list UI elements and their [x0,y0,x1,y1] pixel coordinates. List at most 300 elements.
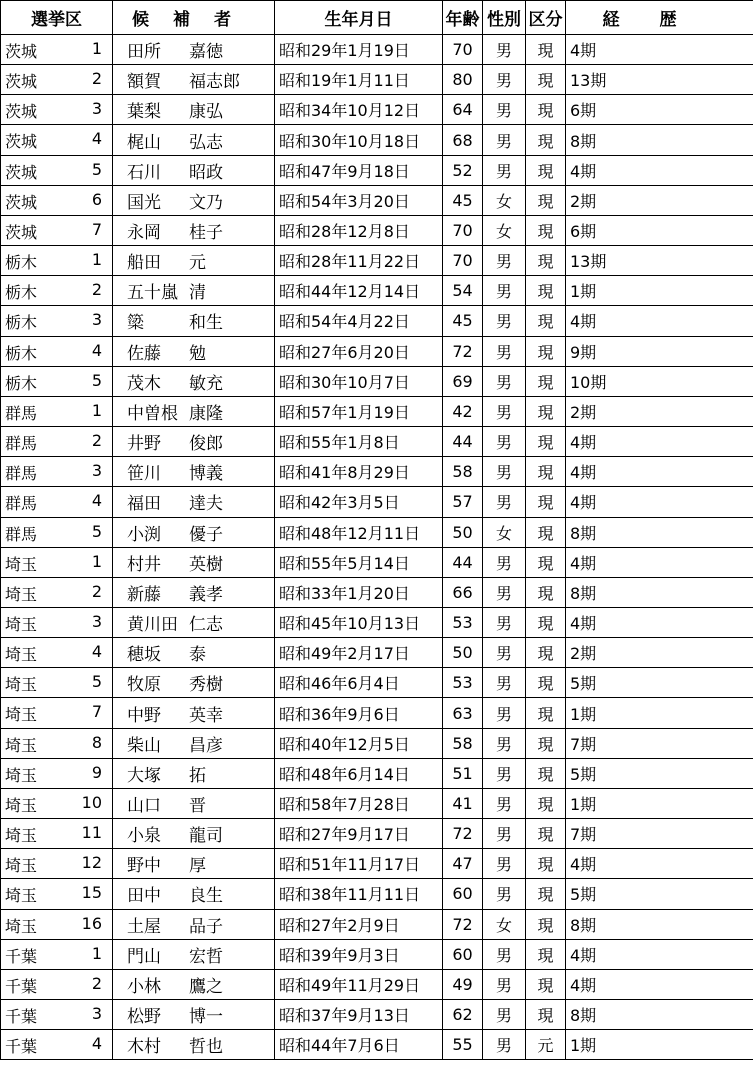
sex: 女 [483,215,526,245]
candidate-name [113,155,275,185]
age: 72 [443,336,483,366]
prefecture: 埼玉 [5,765,38,785]
family-name: 柴山 [127,735,161,756]
sex: 男 [483,487,526,517]
district-number: 3 [91,310,102,330]
prefecture: 茨城 [5,102,38,122]
header-district: 選挙区 [1,1,113,35]
history: 4期 [566,547,753,577]
sex: 男 [483,125,526,155]
prefecture: 埼玉 [5,584,38,604]
candidate-name [113,517,275,547]
given-name: 宏哲 [189,946,223,967]
district-cell [1,65,113,95]
history: 4期 [566,939,753,969]
birthdate: 昭和19年1月11日 [275,65,443,95]
district-cell [1,698,113,728]
given-name: 福志郎 [189,72,240,93]
candidate-name [113,577,275,607]
district-cell [1,1030,113,1060]
prefecture: 茨城 [5,222,38,242]
age: 72 [443,819,483,849]
prefecture: 群馬 [5,434,38,454]
birthdate: 昭和39年9月3日 [275,939,443,969]
district-number: 2 [91,973,102,993]
candidate-name [113,396,275,426]
candidate-name [113,125,275,155]
category: 現 [526,849,566,879]
family-name: 牧原 [127,675,161,696]
age: 50 [443,517,483,547]
district-number: 3 [91,1004,102,1023]
sex: 男 [483,879,526,909]
sex: 男 [483,396,526,426]
candidate-name [113,366,275,396]
prefecture: 茨城 [5,42,38,61]
family-name: 木村 [127,1037,161,1058]
sex: 男 [483,819,526,849]
district-cell [1,577,113,607]
given-name: 博義 [189,464,223,485]
family-name: 野中 [127,856,161,877]
sex: 男 [483,758,526,788]
district-number: 3 [91,99,102,119]
category: 元 [526,1030,566,1060]
table-row [1,35,753,65]
category: 現 [526,185,566,215]
family-name: 福田 [127,494,161,515]
birthdate: 昭和28年12月8日 [275,215,443,245]
prefecture: 埼玉 [5,554,38,574]
district-cell [1,155,113,185]
table-row [1,1000,753,1030]
family-name: 大塚 [127,765,161,786]
candidate-name [113,276,275,306]
given-name: 英樹 [189,554,223,575]
sex: 男 [483,457,526,487]
district-cell [1,1000,113,1030]
birthdate: 昭和46年6月4日 [275,668,443,698]
birthdate: 昭和34年10月12日 [275,95,443,125]
district-cell [1,246,113,276]
sex: 男 [483,1030,526,1060]
district-number: 2 [91,69,102,89]
birthdate: 昭和48年12月11日 [275,517,443,547]
category: 現 [526,306,566,336]
history: 5期 [566,668,753,698]
history: 1期 [566,276,753,306]
family-name: 佐藤 [127,343,161,364]
birthdate: 昭和44年7月6日 [275,1030,443,1060]
birthdate: 昭和27年2月9日 [275,909,443,939]
history: 5期 [566,879,753,909]
table-row [1,95,753,125]
sex: 男 [483,65,526,95]
candidate-name [113,35,275,65]
family-name: 額賀 [127,72,161,93]
prefecture: 千葉 [5,1037,38,1057]
category: 現 [526,487,566,517]
family-name: 中野 [127,705,161,726]
family-name: 小林 [127,976,161,997]
history: 4期 [566,607,753,637]
birthdate: 昭和28年11月22日 [275,246,443,276]
prefecture: 群馬 [5,464,38,484]
header-history: 経歴 [566,1,753,35]
family-name: 中曽根 [127,403,178,424]
district-number: 5 [91,521,102,541]
birthdate: 昭和38年11月11日 [275,879,443,909]
district-cell [1,185,113,215]
header-row [1,1,753,35]
prefecture: 埼玉 [5,795,38,815]
district-cell [1,819,113,849]
given-name: 哲也 [189,1037,223,1058]
category: 現 [526,819,566,849]
history: 13期 [566,65,753,95]
district-cell [1,788,113,818]
header-birthdate: 生年月日 [275,1,443,35]
district-number: 4 [91,340,102,360]
table-row [1,336,753,366]
birthdate: 昭和55年5月14日 [275,547,443,577]
sex: 男 [483,246,526,276]
age: 70 [443,35,483,65]
table-row [1,366,753,396]
table-row [1,607,753,637]
given-name: 敏充 [189,373,223,394]
district-number: 2 [91,581,102,601]
age: 53 [443,607,483,637]
age: 52 [443,155,483,185]
candidate-name [113,1000,275,1030]
district-cell [1,95,113,125]
given-name: 拓 [189,765,206,786]
family-name: 黄川田 [127,615,178,636]
sex: 男 [483,728,526,758]
prefecture: 埼玉 [5,735,38,755]
birthdate: 昭和41年8月29日 [275,457,443,487]
family-name: 梶山 [127,132,161,153]
birthdate: 昭和27年9月17日 [275,819,443,849]
age: 42 [443,396,483,426]
birthdate: 昭和48年6月14日 [275,758,443,788]
table-row [1,969,753,999]
district-cell [1,396,113,426]
prefecture: 埼玉 [5,675,38,695]
table-row [1,939,753,969]
family-name: 船田 [127,253,161,274]
category: 現 [526,125,566,155]
birthdate: 昭和40年12月5日 [275,728,443,758]
given-name: 泰 [189,645,206,666]
prefecture: 埼玉 [5,916,38,936]
prefecture: 群馬 [5,403,38,423]
table-row [1,457,753,487]
sex: 男 [483,577,526,607]
district-cell [1,849,113,879]
sex: 男 [483,1000,526,1030]
sex: 男 [483,698,526,728]
category: 現 [526,909,566,939]
history: 9期 [566,336,753,366]
district-cell [1,125,113,155]
candidate-name [113,758,275,788]
history: 8期 [566,125,753,155]
prefecture: 群馬 [5,524,38,544]
table-row [1,306,753,336]
category: 現 [526,215,566,245]
district-cell [1,457,113,487]
history: 7期 [566,819,753,849]
age: 49 [443,969,483,999]
history: 2期 [566,185,753,215]
prefecture: 埼玉 [5,705,38,725]
category: 現 [526,758,566,788]
table-row [1,427,753,457]
prefecture: 栃木 [5,313,38,333]
category: 現 [526,276,566,306]
district-cell [1,487,113,517]
district-cell [1,517,113,547]
history: 8期 [566,909,753,939]
district-number: 8 [91,732,102,752]
given-name: 達夫 [189,494,223,515]
candidate-name [113,607,275,637]
header-age: 年齢 [443,1,483,35]
candidate-name [113,215,275,245]
candidate-name [113,879,275,909]
age: 57 [443,487,483,517]
table-row [1,276,753,306]
age: 55 [443,1030,483,1060]
birthdate: 昭和51年11月17日 [275,849,443,879]
district-cell [1,276,113,306]
category: 現 [526,366,566,396]
district-cell [1,547,113,577]
age: 44 [443,547,483,577]
category: 現 [526,698,566,728]
category: 現 [526,969,566,999]
category: 現 [526,879,566,909]
table-row [1,788,753,818]
birthdate: 昭和45年10月13日 [275,607,443,637]
prefecture: 茨城 [5,72,38,92]
district-cell [1,728,113,758]
table-row [1,125,753,155]
history: 8期 [566,1000,753,1030]
table-row [1,215,753,245]
district-number: 10 [81,792,102,812]
category: 現 [526,65,566,95]
candidate-name [113,638,275,668]
table-row [1,577,753,607]
district-number: 16 [81,913,102,933]
table-row [1,1030,753,1060]
district-number: 5 [91,370,102,390]
age: 58 [443,457,483,487]
sex: 男 [483,969,526,999]
candidate-name [113,788,275,818]
family-name: 新藤 [127,584,161,605]
age: 58 [443,728,483,758]
district-cell [1,638,113,668]
history: 1期 [566,698,753,728]
prefecture: 千葉 [5,946,38,966]
birthdate: 昭和47年9月18日 [275,155,443,185]
sex: 男 [483,366,526,396]
district-cell [1,306,113,336]
district-number: 1 [91,250,102,270]
prefecture: 栃木 [5,253,38,273]
age: 64 [443,95,483,125]
birthdate: 昭和42年3月5日 [275,487,443,517]
given-name: 昭政 [189,162,223,183]
sex: 女 [483,185,526,215]
sex: 男 [483,607,526,637]
age: 54 [443,276,483,306]
sex: 男 [483,35,526,65]
age: 44 [443,427,483,457]
table-row [1,728,753,758]
history: 4期 [566,969,753,999]
table-row [1,668,753,698]
category: 現 [526,788,566,818]
category: 現 [526,457,566,487]
district-cell [1,668,113,698]
age: 63 [443,698,483,728]
category: 現 [526,336,566,366]
given-name: 仁志 [189,615,223,636]
candidate-name [113,65,275,95]
district-number: 2 [91,431,102,451]
sex: 男 [483,547,526,577]
family-name: 田中 [127,886,161,907]
prefecture: 千葉 [5,976,38,996]
given-name: 優子 [189,524,223,545]
table-row [1,879,753,909]
family-name: 国光 [127,192,161,213]
table-row [1,396,753,426]
history: 4期 [566,35,753,65]
given-name: 品子 [189,916,223,937]
age: 66 [443,577,483,607]
district-cell [1,336,113,366]
birthdate: 昭和44年12月14日 [275,276,443,306]
sex: 男 [483,638,526,668]
age: 41 [443,788,483,818]
table-row [1,819,753,849]
district-number: 2 [91,280,102,300]
district-cell [1,607,113,637]
history: 1期 [566,788,753,818]
category: 現 [526,607,566,637]
family-name: 永岡 [127,223,161,244]
sex: 男 [483,155,526,185]
category: 現 [526,155,566,185]
sex: 男 [483,427,526,457]
family-name: 葉梨 [127,102,161,123]
birthdate: 昭和27年6月20日 [275,336,443,366]
given-name: 弘志 [189,132,223,153]
birthdate: 昭和49年11月29日 [275,969,443,999]
age: 68 [443,125,483,155]
family-name: 松野 [127,1007,161,1028]
age: 60 [443,939,483,969]
birthdate: 昭和36年9月6日 [275,698,443,728]
given-name: 鷹之 [189,976,223,997]
family-name: 井野 [127,434,161,455]
prefecture: 埼玉 [5,886,38,906]
history: 4期 [566,306,753,336]
age: 47 [443,849,483,879]
age: 80 [443,65,483,95]
family-name: 穂坂 [127,645,161,666]
table-row [1,849,753,879]
sex: 女 [483,517,526,547]
family-name: 村井 [127,554,161,575]
history: 4期 [566,487,753,517]
sex: 男 [483,336,526,366]
category: 現 [526,668,566,698]
prefecture: 群馬 [5,494,38,514]
candidate-name [113,306,275,336]
prefecture: 埼玉 [5,826,38,846]
prefecture: 埼玉 [5,856,38,876]
prefecture: 茨城 [5,192,38,212]
given-name: 和生 [189,313,223,334]
birthdate: 昭和30年10月7日 [275,366,443,396]
sex: 男 [483,788,526,818]
history: 1期 [566,1030,753,1060]
candidate-name [113,427,275,457]
category: 現 [526,517,566,547]
history: 5期 [566,758,753,788]
given-name: 嘉徳 [189,42,223,63]
table-row [1,758,753,788]
candidate-name [113,728,275,758]
table-row [1,517,753,547]
district-number: 3 [91,611,102,631]
given-name: 康弘 [189,102,223,123]
district-number: 12 [81,853,102,873]
category: 現 [526,35,566,65]
sex: 男 [483,849,526,879]
district-number: 9 [91,762,102,782]
prefecture: 茨城 [5,132,38,152]
given-name: 博一 [189,1007,223,1028]
given-name: 龍司 [189,826,223,847]
birthdate: 昭和55年1月8日 [275,427,443,457]
family-name: 小泉 [127,826,161,847]
table-row [1,65,753,95]
table-row [1,246,753,276]
history: 2期 [566,638,753,668]
history: 2期 [566,396,753,426]
prefecture: 栃木 [5,373,38,393]
birthdate: 昭和49年2月17日 [275,638,443,668]
birthdate: 昭和57年1月19日 [275,396,443,426]
candidate-name [113,457,275,487]
district-number: 1 [91,943,102,963]
prefecture: 埼玉 [5,614,38,634]
birthdate: 昭和54年3月20日 [275,185,443,215]
district-number: 1 [91,400,102,420]
category: 現 [526,427,566,457]
birthdate: 昭和30年10月18日 [275,125,443,155]
given-name: 昌彦 [189,735,223,756]
district-number: 1 [91,551,102,571]
